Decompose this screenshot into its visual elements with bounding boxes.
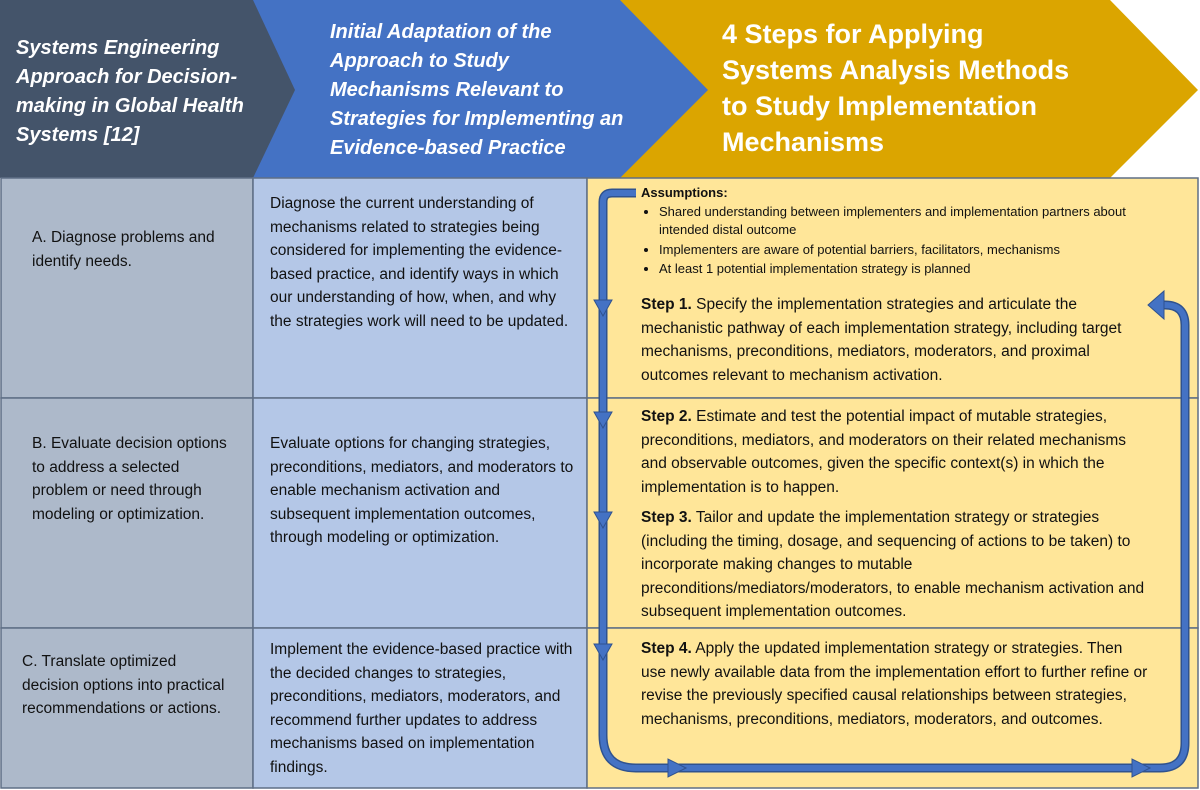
row-a-col2: Diagnose the current understanding of mechanisms related to strategies being considered for implementing the evidence-based practice, and identify ways in which our understanding of how, when, and why the strategies work will need to be updated. xyxy=(270,195,569,330)
step-1 xyxy=(641,293,1151,387)
step-label: Step 2. xyxy=(641,408,692,425)
step-text: Apply the updated implementation strategy or strategies. Then use newly available data from the implementation effort to further refine or revise the previously specified causal relationships between strategies, mechanisms, preconditions, mediators, moderators, and outcomes. xyxy=(641,640,1148,728)
step-label: Step 4. xyxy=(641,640,692,657)
assumption-item: • Shared understanding between implementers and implementation partners about intended distal outcome xyxy=(659,203,1151,240)
step-text: Estimate and test the potential impact of mutable strategies, preconditions, mediators, and moderators on their related mechanisms and observable outcomes, given the specific context(s) in which the implementation is to happen. xyxy=(641,408,1127,496)
header-systems-engineering: Systems Engineering Approach for Decision-making in Global Health Systems [12] xyxy=(16,37,244,146)
row-c-col2: Implement the evidence-based practice with the decided changes to strategies, preconditions, mediators, moderators, and recommend further updates to address mechanisms based on implementation findings. xyxy=(270,641,573,776)
step-2 xyxy=(641,405,1151,499)
assumptions-list xyxy=(641,203,1151,279)
step-4 xyxy=(641,637,1151,731)
assumptions-box xyxy=(641,184,1151,280)
assumption-item: • At least 1 potential implementation strategy is planned xyxy=(659,260,1151,279)
cell-a-col1 xyxy=(1,178,253,398)
row-b-col1: B. Evaluate decision options to address a selected problem or need through modeling or optimization. xyxy=(32,435,227,523)
row-a-col1: A. Diagnose problems and identify needs. xyxy=(32,229,215,270)
row-c-col1: C. Translate optimized decision options into practical recommendations or actions. xyxy=(22,653,225,717)
header-4-steps: 4 Steps for Applying Systems Analysis Methods to Study Implementation Mechanisms xyxy=(722,19,1070,157)
step-text: Tailor and update the implementation strategy or strategies (including the timing, dosage, and sequencing of actions to be taken) to incorporate making changes to mutable preconditions/mediators/moderators, to enable mechanism activation and subsequent implementation outcomes. xyxy=(641,509,1145,620)
step-label: Step 3. xyxy=(641,509,692,526)
assumption-item: • Implementers are aware of potential barriers, facilitators, mechanisms xyxy=(659,241,1151,260)
row-b-col2: Evaluate options for changing strategies, preconditions, mediators, and moderators to enable mechanism activation and subsequent implementation outcomes, through modeling or optimization. xyxy=(270,435,574,546)
assumptions-title: Assumptions: xyxy=(641,185,728,200)
step-text: Specify the implementation strategies and articulate the mechanistic pathway of each implementation strategy, including target mechanisms, preconditions, mediators, moderators, and proximal outcomes relevant to mechanism activation. xyxy=(641,296,1122,384)
step-3 xyxy=(641,506,1151,624)
step-label: Step 1. xyxy=(641,296,692,313)
header-initial-adaptation: Initial Adaptation of the Approach to Study Mechanisms Relevant to Strategies for Implementing an Evidence-based Practice xyxy=(330,21,624,159)
